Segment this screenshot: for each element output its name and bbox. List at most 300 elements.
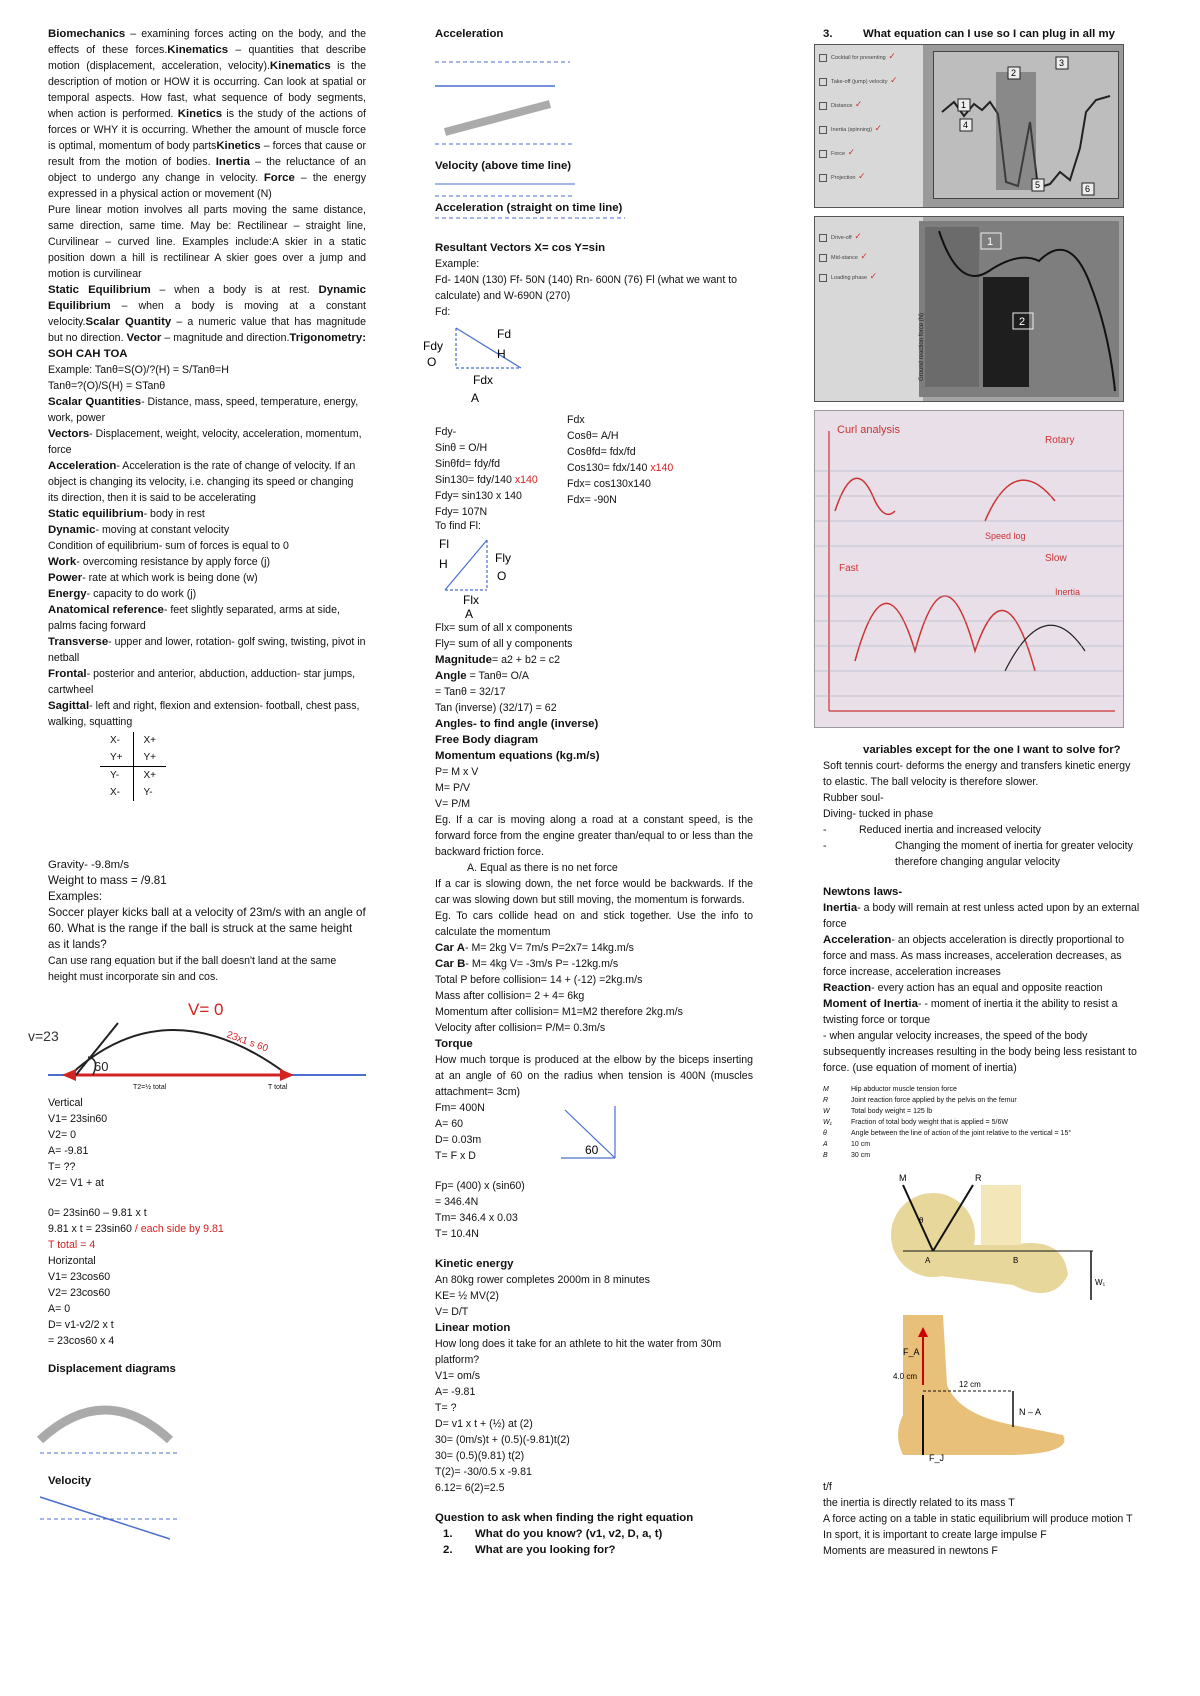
newtons-laws (823, 900, 1141, 1028)
term: Force (263, 172, 295, 184)
checkbox-icon (819, 254, 827, 262)
text-line: A= 60 (435, 1118, 463, 1130)
table-cell: Y- (100, 767, 133, 785)
checklist-label: Drive-off (831, 235, 852, 241)
text-line: Mass after collision= 2 + 4= 6kg (435, 990, 585, 1002)
definition: = a2 + b2 = c2 (491, 654, 560, 666)
example-forces: Fd- 140N (130) Ff- 50N (140) Rn- 600N (76) Fl (what we want to calculate) and W-690N (270) (435, 274, 738, 302)
definition-line (823, 900, 1141, 932)
term: Static equilibrium (48, 508, 144, 520)
torque-values (435, 1100, 753, 1164)
definition: - Displacement, weight, velocity, acceleration, momentum, force (48, 428, 362, 456)
term: Moment of Inertia (823, 998, 918, 1010)
legend-text: 30 cm (851, 1152, 871, 1159)
definition: - upper and lower, rotation- golf swing, twisting, pivot in netball (48, 636, 366, 664)
term: Scalar Quantities (48, 396, 142, 408)
question-title: Question to ask when finding the right equation (435, 1512, 694, 1524)
text-line: V1= om/s (435, 1370, 481, 1382)
o-label: O (427, 355, 437, 369)
fd-label: Fd: (435, 306, 451, 318)
tf-title: t/f (823, 1481, 832, 1493)
displacement-arc (40, 1410, 170, 1440)
m-label: M (899, 1173, 907, 1183)
displacement-diagram (30, 1385, 230, 1465)
definition: - M= 2kg V= 7m/s P=2x7= 14kg.m/s (464, 942, 634, 954)
acceleration-title: Acceleration (435, 28, 504, 40)
text-line: Fm= 400N (435, 1102, 485, 1114)
checkbox-icon (819, 78, 827, 86)
checklist-row (819, 251, 868, 262)
checklist-row (819, 271, 877, 282)
text-line: the inertia is directly related to its mass T (823, 1497, 1015, 1509)
accel-bar (445, 104, 550, 132)
torque-calc (435, 1178, 753, 1242)
definition: - posterior and anterior, abduction, adduction- star jumps, cartwheel (48, 668, 356, 696)
collision-calc (435, 972, 753, 1036)
text-line: Fp= (400) x (sin60) (435, 1180, 525, 1192)
definition-line (435, 956, 753, 972)
text-line: P= M x V (435, 766, 479, 778)
text-line: An 80kg rower completes 2000m in 8 minutes (435, 1274, 650, 1286)
definition: - overcoming resistance by apply force (j) (76, 556, 270, 568)
eg1-answer: A. Equal as there is no net force (467, 862, 618, 874)
rubber-text: Rubber soul- (823, 792, 884, 804)
text-line: V1= 23sin60 (48, 1113, 108, 1125)
check-mark-icon: ✓ (857, 251, 868, 261)
text-line: Horizontal (48, 1255, 96, 1267)
term: Biomechanics (48, 28, 126, 40)
definition-line (435, 652, 753, 668)
text-line: Fdy= sin130 x 140 (435, 490, 522, 502)
table-row (100, 749, 166, 767)
magnitude-angle (435, 652, 753, 684)
text-line: A= -9.81 (48, 1145, 89, 1157)
definition-line (48, 426, 366, 458)
fl-label: Fl (439, 537, 449, 551)
torque-angle-diagram (555, 1102, 635, 1166)
curve (985, 480, 1055, 521)
diving-point-2: - Changing the moment of inertia for greater velocity therefore changing angular velocity (823, 840, 1133, 868)
fa-label: F_A (903, 1347, 920, 1357)
text-line: Fdx= cos130x140 (567, 478, 651, 490)
photo-graph-1 (814, 44, 1124, 208)
true-false-list (823, 1495, 1141, 1559)
lm-lines (435, 1336, 753, 1496)
checkbox-icon (819, 102, 827, 110)
legend-row (823, 1084, 1141, 1095)
fj-label: F_J (929, 1453, 945, 1463)
q3-number: 3. (823, 28, 833, 40)
checkbox-icon (819, 274, 827, 282)
eg1: Eg. If a car is moving along a road at a constant speed, is the forward force from the engine greater than/equal to or less than the backward friction force. (435, 814, 753, 858)
definition-line (48, 570, 366, 586)
checklist-row (819, 231, 862, 242)
text-line: A force acting on a table in static equilibrium will produce motion T (823, 1513, 1133, 1525)
term: Reaction (823, 982, 872, 994)
fd-components (435, 412, 753, 518)
moi-note: - when angular velocity increases, the speed of the body subsequently increases resulting in the body being less resistant to force. (use equation of moment of inertia) (823, 1030, 1137, 1074)
calc-line-2 (48, 1221, 366, 1237)
checklist-row (819, 147, 855, 158)
definition-line (823, 996, 1141, 1028)
definition: - Acceleration is the rate of change of velocity. If an object is changing its velocity, i.e. changing its speed or changing its direction, then it is said to be accelerating (48, 460, 356, 504)
legend-text: 10 cm (851, 1141, 871, 1148)
definition-line (823, 932, 1141, 980)
text-line: Moments are measured in newtons F (823, 1545, 998, 1557)
example-label: Example: (435, 258, 480, 270)
term: Dynamic (48, 524, 96, 536)
text-line: KE= ½ MV(2) (435, 1290, 499, 1302)
text-line: = 346.4N (435, 1196, 479, 1208)
term: Work (48, 556, 77, 568)
note-text: Fast (839, 563, 859, 574)
definition-line (48, 698, 366, 730)
table-row (100, 767, 166, 785)
resultant-title: Resultant Vectors X= cos Y=sin (435, 242, 606, 254)
term: Car A (435, 942, 465, 954)
definition: - moving at constant velocity (95, 524, 230, 536)
legend-text: Joint reaction force applied by the pelvis on the femur (851, 1097, 1017, 1104)
text-line: D= 0.03m (435, 1134, 482, 1146)
calc-text: Sin130= fdy/140 (435, 474, 515, 486)
term: Frontal (48, 668, 87, 680)
question-1-text: What do you know? (v1, v2, D, a, t) (475, 1528, 663, 1540)
momentum-equations (435, 764, 753, 812)
examples-line: Examples: (48, 890, 103, 903)
checkbox-icon (819, 234, 827, 242)
fdx-calc (567, 412, 737, 508)
check-mark-icon: ✓ (885, 51, 896, 61)
term: Transverse (48, 636, 109, 648)
calc-red-note: x140 (514, 474, 538, 486)
term: Scalar Quantity (85, 316, 172, 328)
legend-symbol: θ (823, 1130, 827, 1137)
term: Anatomical reference (48, 604, 164, 616)
term: Static Equilibrium (48, 284, 151, 296)
text-line: Fdx (567, 414, 585, 426)
calc-line-1: 0= 23sin60 – 9.81 x t (48, 1207, 147, 1219)
ke-title: Kinetic energy (435, 1258, 514, 1270)
angle-calc-1: = Tanθ = 32/17 (435, 686, 506, 698)
checklist-label: Projection (831, 175, 856, 181)
ttotal-label: T total (268, 1084, 288, 1091)
vertical-calc (48, 1095, 366, 1191)
soccer-note: Can use rang equation but if the ball doesn't land at the same height must incorporate sin and cos. (48, 955, 337, 983)
definition-line (48, 634, 366, 666)
newtons-title: Newtons laws- (823, 886, 903, 898)
note-text: Rotary (1045, 435, 1075, 446)
definition: – the reluctance of an object to undergo any change in velocity. (48, 156, 366, 184)
text-line: Cosθ= A/H (567, 430, 619, 442)
definition-line (435, 940, 753, 956)
to-find-fl: To find Fl: (435, 520, 481, 532)
q3-continued: variables except for the one I want to solve for? (863, 744, 1121, 756)
chart-panel (983, 277, 1029, 387)
term: Acceleration (48, 460, 117, 472)
n-label: N – A (1019, 1407, 1042, 1417)
table-cell: X+ (143, 770, 157, 781)
text-line: 30= (0.5)(9.81) t(2) (435, 1450, 525, 1462)
text-line: Total P before collision= 14 + (-12) =2kg.m/s (435, 974, 643, 986)
legend-symbol: M (823, 1086, 829, 1093)
check-mark-icon: ✓ (867, 271, 878, 281)
sum-y: Fly= sum of all y components (435, 638, 573, 650)
check-mark-icon: ✓ (855, 171, 866, 181)
velocity-diagram (30, 1489, 230, 1549)
column-1 (28, 26, 367, 1549)
fdy-calc (435, 424, 575, 520)
question-3 (823, 26, 1141, 42)
ruled-lines (815, 471, 1123, 696)
definition: - capacity to do work (j) (86, 588, 197, 600)
text-line: T= 10.4N (435, 1228, 479, 1240)
term: Power (48, 572, 83, 584)
definition: Condition of equilibrium- sum of forces is equal to 0 (48, 540, 289, 552)
legend-row (823, 1095, 1141, 1106)
text-line: In sport, it is important to create large impulse F (823, 1529, 1047, 1541)
b-label: B (1013, 1256, 1019, 1265)
definition-line (435, 668, 753, 684)
angles-inverse: Angles- to find angle (inverse) (435, 718, 599, 730)
q3-text: What equation can I use so I can plug in all my (863, 28, 1115, 40)
table-cell: Y+ (100, 749, 133, 767)
column-3 (823, 26, 1141, 42)
table-cell: Y+ (133, 749, 166, 767)
photo-chart-area (919, 221, 1119, 397)
angle-label: 60 (585, 1143, 599, 1157)
legend-symbol: W (823, 1108, 830, 1115)
trig-line-2: Tanθ=?(O)/S(H) = STanθ (48, 380, 166, 392)
text-line: Vertical (48, 1097, 83, 1109)
text-line: Sinθfd= fdy/fd (435, 458, 501, 470)
definition: - every action has an equal and opposite reaction (871, 982, 1103, 994)
sum-x: Flx= sum of all x components (435, 622, 573, 634)
fdy-label: Fdy (423, 339, 444, 353)
check-mark-icon: ✓ (887, 75, 898, 85)
h-label: H (439, 557, 448, 571)
distance-1-label: 4.0 cm (893, 1372, 918, 1381)
term: Dynamic Equilibrium (48, 284, 366, 312)
legend-text: Fraction of total body weight that is applied = 5/6W (851, 1119, 1009, 1126)
cars-data (435, 940, 753, 972)
triangle-hypotenuse (456, 328, 521, 368)
definition-line (48, 602, 366, 634)
xy-quadrant-table (100, 732, 166, 801)
checklist-row (819, 123, 882, 134)
photo-handwritten-notes (814, 410, 1124, 728)
photo-chart-area (933, 51, 1119, 199)
text-line: A= 0 (48, 1303, 71, 1315)
definitions-block-2 (48, 282, 366, 362)
free-body-diagram: Free Body diagram (435, 734, 539, 746)
text-line: = 23cos60 x 4 (48, 1335, 115, 1347)
definition: - - moment of inertia it the ability to resist a twisting force or torque (823, 998, 1118, 1026)
pure-linear-text: Pure linear motion involves all parts moving the same distance, same direction, same time. May be: Rectilinear – straight line, Curvilinear – curved line. Examples include:A skier in a static position down a hill is rectilinear A skier goes over a jump and motion is curvilinear (48, 204, 366, 280)
legend-symbol: R (823, 1097, 829, 1104)
text-line: Fdy= 107N (435, 506, 488, 518)
definition: - left and right, flexion and extension- football, chest pass, walking, squatting (48, 700, 360, 728)
weight-line: Weight to mass = /9.81 (48, 874, 167, 887)
check-mark-icon: ✓ (851, 231, 862, 241)
photo-checklist-area (815, 45, 923, 207)
acceleration-straight: Acceleration (straight on time line) (435, 202, 623, 214)
definition-line (48, 458, 366, 506)
velocity-title: Velocity (48, 1475, 92, 1487)
term: Acceleration (823, 934, 892, 946)
momentum-title: Momentum equations (kg.m/s) (435, 750, 600, 762)
calc-red-note: x140 (650, 462, 674, 474)
torque-title: Torque (435, 1038, 473, 1050)
definition-line (48, 666, 366, 698)
text-line: D= v1 x t + (½) at (2) (435, 1418, 533, 1430)
legend-row (823, 1150, 1141, 1161)
definition: – the energy expressed in a physical action or movement (N) (48, 172, 366, 200)
term: Angle (435, 670, 467, 682)
checklist-row (819, 171, 866, 182)
box-label: 6 (1085, 184, 1091, 194)
diving-point-text: Changing the moment of inertia for greater velocity therefore changing angular velocity (895, 840, 1133, 868)
definition-line (48, 394, 366, 426)
t-total: T total = 4 (48, 1239, 96, 1251)
legend-text: Hip abductor muscle tension force (851, 1086, 957, 1093)
term: Kinetics (216, 140, 261, 152)
definition-line (48, 586, 366, 602)
paragraph (48, 282, 366, 362)
definition-line (48, 506, 366, 522)
box-label: 2 (1011, 68, 1017, 78)
text-line: How long does it take for an athlete to hit the water from 30m platform? (435, 1338, 722, 1366)
legend-row (823, 1139, 1141, 1150)
definition: - a body will remain at rest unless acted upon by an external force (823, 902, 1140, 930)
term: Car B (435, 958, 466, 970)
eg3: Eg. To cars collide head on and stick together. Use the info to calculate the momentum (435, 910, 753, 938)
legend-row (823, 1106, 1141, 1117)
horizontal-calc (48, 1253, 366, 1349)
ke-lines (435, 1272, 753, 1320)
question-1: 1. What do you know? (v1, v2, D, a, t) (443, 1528, 663, 1540)
text-line: V1= 23cos60 (48, 1271, 111, 1283)
hip-legend (823, 1084, 1141, 1161)
definition: – quantities that describe motion (displacement, acceleration, velocity). (48, 44, 367, 72)
text-line: T(2)= -30/0.5 x -9.81 (435, 1466, 532, 1478)
definition: – when a body is moving at a constant velocity. (48, 300, 366, 328)
r-label: R (975, 1173, 982, 1183)
text-line: T= F x D (435, 1150, 476, 1162)
definition-line (48, 538, 366, 554)
text-line: 6.12= 6(2)=2.5 (435, 1482, 505, 1494)
box-label: 1 (961, 100, 967, 110)
shaded-region (996, 72, 1036, 190)
term: Trigonometry: SOH CAH TOA (48, 332, 366, 360)
check-mark-icon: ✓ (871, 123, 883, 133)
check-mark-icon: ✓ (845, 147, 856, 157)
text-line: Velocity after collision= P/M= 0.3m/s (435, 1022, 606, 1034)
note-text: Speed log (985, 531, 1026, 541)
w-label: W₁ (1095, 1278, 1106, 1287)
velocity-line-graphic (435, 174, 635, 200)
legend-text: Total body weight = 125 lb (851, 1108, 933, 1115)
definition: – when a body is at rest. (150, 284, 319, 296)
definition: – a numeric value that has magnitude but no direction. (48, 316, 366, 344)
checklist-label: Cocktail for presenting (831, 55, 886, 61)
distance-2-label: 12 cm (959, 1380, 981, 1389)
checklist-label: Distance (831, 103, 853, 109)
column-2 (423, 26, 753, 1558)
text-line (567, 460, 737, 476)
flx-label: Flx (463, 593, 479, 607)
note-text: Curl analysis (837, 424, 900, 436)
curve (835, 478, 895, 514)
checklist-row (819, 51, 896, 62)
term: Sagittal (48, 700, 90, 712)
text-line: V= P/M (435, 798, 471, 810)
soccer-question: Soccer player kicks ball at a velocity of 23m/s with an angle of 60. What is the range if the ball is struck at the same height as it lands? (48, 906, 366, 951)
term: Magnitude (435, 654, 492, 666)
table-cell: X+ (143, 735, 157, 746)
foot-diagram (863, 1315, 1113, 1465)
diving-point-1: - Reduced inertia and increased velocity (823, 824, 1041, 836)
fl-triangle-diagram (435, 534, 635, 620)
text-line: Tm= 346.4 x 0.03 (435, 1212, 518, 1224)
fd-triangle-diagram (423, 320, 623, 412)
o-label: O (497, 569, 507, 583)
text-line: A= -9.81 (435, 1386, 476, 1398)
projectile-diagram (28, 995, 368, 1095)
curve (1005, 625, 1085, 671)
definition-line (48, 554, 366, 570)
note-text: Slow (1045, 553, 1067, 564)
definitions-list (48, 394, 366, 730)
gravity-line: Gravity- -9.8m/s (48, 859, 130, 871)
trig-line-1: Example: Tanθ=S(O)/?(H) = S/Tanθ=H (48, 364, 229, 376)
box-label: 4 (963, 120, 969, 130)
text-line: M= P/V (435, 782, 471, 794)
photo-graph-2 (814, 216, 1124, 402)
chart-panel (925, 227, 979, 387)
eg2: If a car is slowing down, the net force would be backwards. If the car was slowing down but still moving, the momentum is forwards. (435, 878, 753, 906)
calc-red-note: / each side by 9.81 (134, 1223, 224, 1235)
definition: - M= 4kg V= -3m/s P= -12kg.m/s (465, 958, 619, 970)
text-line: Cosθfd= fdx/fd (567, 446, 636, 458)
calc-text: 9.81 x t = 23sin60 (48, 1223, 135, 1235)
checkbox-icon (819, 126, 827, 134)
angle-label: 60 (94, 1059, 109, 1074)
legend-symbol: B (823, 1152, 828, 1159)
definition: - body in rest (143, 508, 205, 520)
table-row (100, 732, 166, 749)
term: Inertia (215, 156, 250, 168)
definition: - rate at which work is being done (w) (82, 572, 258, 584)
definition: is the description of motion or HOW it is occurring. Can look at spatial or temporal aspects. How fast, what sequence of body segments, when action is performed. (48, 60, 366, 120)
checkbox-icon (819, 150, 827, 158)
question-2: 2. What are you looking for? (443, 1544, 616, 1556)
text-line: V= D/T (435, 1306, 469, 1318)
definition: - an objects acceleration is directly proportional to force and mass. As mass increases, acceleration decreases, as force increase, acceleration increases (823, 934, 1124, 978)
legend-row (823, 1128, 1141, 1139)
term: Kinematics (167, 44, 229, 56)
fd-label: Fd (497, 327, 512, 341)
theta-label: θ (919, 1216, 924, 1225)
text-line: Sinθ = O/H (435, 442, 488, 454)
arrow-head-left (62, 1069, 76, 1081)
arc-label: 23x1 s 60 (224, 1029, 270, 1055)
a-label: A (925, 1256, 931, 1265)
table-cell: Y- (143, 787, 153, 798)
lm-title: Linear motion (435, 1322, 511, 1334)
y-axis-label: Ground reaction force (N) (919, 312, 925, 381)
text-line: T= ? (435, 1402, 457, 1414)
definitions-block-1 (48, 26, 366, 202)
